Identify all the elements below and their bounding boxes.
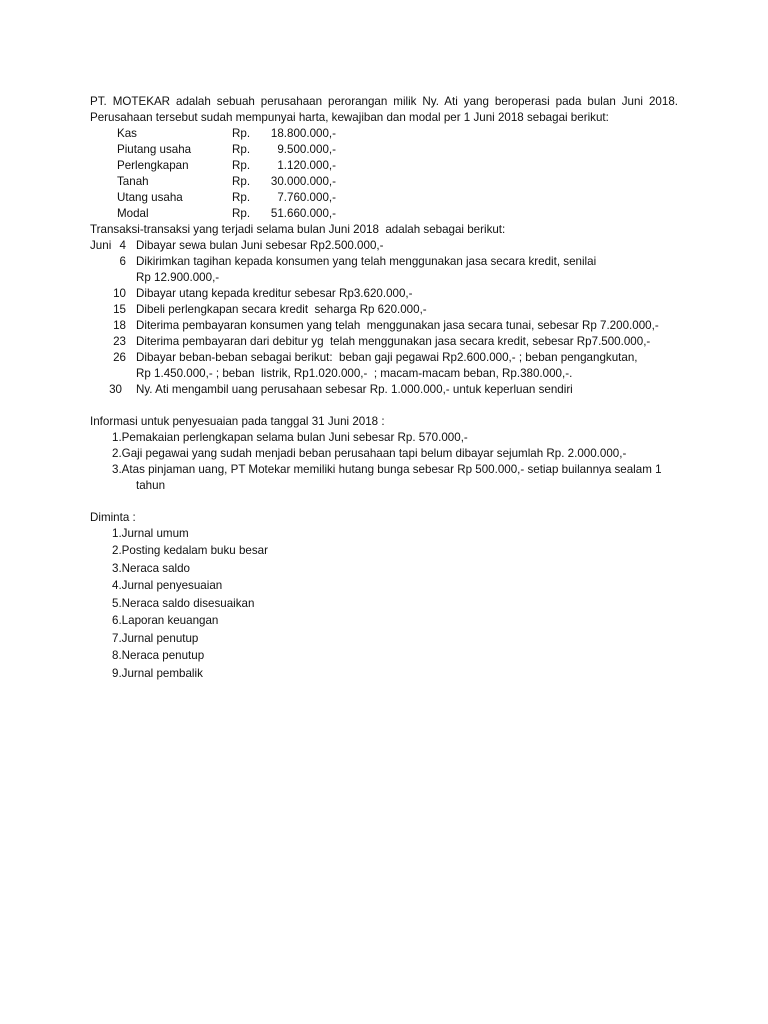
transaction-day: 26 [113, 351, 126, 364]
requested-item [112, 543, 268, 559]
requested-item [112, 526, 189, 542]
item-number: 1. [112, 527, 122, 540]
balance-name: Utang usaha [117, 191, 183, 204]
transaction-text: Dibayar sewa bulan Juni sebesar Rp2.500.000,- [136, 239, 384, 252]
balance-name: Modal [117, 207, 149, 220]
transaction-text-cont: Rp 1.450.000,- ; beban listrik, Rp1.020.000,- ; macam-macam beban, Rp.380.000,-. [136, 367, 573, 380]
item-text: Neraca saldo disesuaikan [121, 597, 255, 610]
balance-name: Piutang usaha [117, 143, 192, 156]
month-label: Juni [90, 239, 112, 252]
requested-item [112, 648, 204, 664]
item-text: Jurnal umum [121, 527, 189, 540]
adjustment-item [112, 430, 468, 446]
transaction-text: Ny. Ati mengambil uang perusahaan sebesar Rp. 1.000.000,- untuk keperluan sendiri [136, 383, 573, 396]
item-text: Atas pinjaman uang, PT Motekar memiliki hutang bunga sebesar Rp 500.000,- setiap builannya sealam 1 [121, 463, 662, 476]
transaction-text: Diterima pembayaran konsumen yang telah menggunakan jasa secara tunai, sebesar Rp 7.200.000,- [136, 319, 659, 332]
transaction-text: Dibeli perlengkapan secara kredit seharga Rp 620.000,- [136, 303, 427, 316]
balance-name: Tanah [117, 175, 149, 188]
balance-amount: 9.500.000,- [277, 143, 336, 156]
transaction-text-cont: Rp 12.900.000,- [136, 271, 220, 284]
requested-item [112, 631, 198, 647]
item-text: Posting kedalam buku besar [121, 544, 268, 557]
requested-item [112, 596, 254, 612]
item-number: 3. [112, 463, 122, 476]
transaction-day: 10 [113, 287, 126, 300]
item-text: Jurnal penyesuaian [121, 579, 223, 592]
transaction-text: Dibayar beban-beban sebagai berikut: beban gaji pegawai Rp2.600.000,- ; beban pengangkutan, [136, 351, 638, 364]
intro-line-2: Perusahaan tersebut sudah mempunyai harta, kewajiban dan modal per 1 Juni 2018 sebagai berikut: [90, 111, 609, 124]
item-number: 4. [112, 579, 122, 592]
requested-heading: Diminta : [90, 511, 136, 524]
item-number: 9. [112, 667, 122, 680]
balance-currency: Rp. [232, 191, 251, 204]
balance-amount: 30.000.000,- [270, 175, 336, 188]
requested-item [112, 666, 203, 682]
transaction-day: 6 [119, 255, 126, 268]
item-number: 1. [112, 431, 122, 444]
item-number: 2. [112, 544, 122, 557]
item-text: Neraca saldo [121, 562, 190, 575]
item-text: Neraca penutup [121, 649, 205, 662]
balance-currency: Rp. [232, 207, 251, 220]
balance-currency: Rp. [232, 143, 251, 156]
transaction-day: 15 [113, 303, 126, 316]
item-text: Gaji pegawai yang sudah menjadi beban perusahaan tapi belum dibayar sejumlah Rp. 2.000.000,- [121, 447, 627, 460]
transaction-day: 23 [113, 335, 126, 348]
item-number: 3. [112, 562, 122, 575]
transactions-heading: Transaksi-transaksi yang terjadi selama bulan Juni 2018 adalah sebagai berikut: [90, 223, 506, 236]
item-text: Pemakaian perlengkapan selama bulan Juni sebesar Rp. 570.000,- [121, 431, 468, 444]
item-number: 8. [112, 649, 122, 662]
item-text: Jurnal pembalik [121, 667, 203, 680]
item-text: Laporan keuangan [121, 614, 219, 627]
intro-line-1: PT. MOTEKAR adalah sebuah perusahaan perorangan milik Ny. Ati yang beroperasi pada bulan Juni 2018. [90, 95, 678, 108]
adjustments-heading: Informasi untuk penyesuaian pada tanggal 31 Juni 2018 : [90, 415, 385, 428]
balance-name: Perlengkapan [117, 159, 189, 172]
item-number: 5. [112, 597, 122, 610]
adjustment-item [112, 446, 626, 462]
item-text: Jurnal penutup [121, 632, 199, 645]
balance-amount: 18.800.000,- [270, 127, 336, 140]
adjustment-item [112, 462, 662, 478]
requested-item [112, 613, 218, 629]
transaction-day: 4 [119, 239, 126, 252]
balance-amount: 51.660.000,- [270, 207, 336, 220]
transaction-day: 18 [113, 319, 126, 332]
balance-currency: Rp. [232, 175, 251, 188]
balance-currency: Rp. [232, 159, 251, 172]
balance-name: Kas [117, 127, 137, 140]
adjustment-item-cont: tahun [136, 479, 166, 492]
balance-currency: Rp. [232, 127, 251, 140]
requested-item [112, 578, 222, 594]
item-number: 6. [112, 614, 122, 627]
item-number: 7. [112, 632, 122, 645]
balance-amount: 7.760.000,- [277, 191, 336, 204]
transaction-text: Diterima pembayaran dari debitur yg telah menggunakan jasa secara kredit, sebesar Rp7.500.000,- [136, 335, 651, 348]
balance-amount: 1.120.000,- [277, 159, 336, 172]
item-number: 2. [112, 447, 122, 460]
requested-item [112, 561, 190, 577]
transaction-day: 30 [109, 383, 122, 396]
transaction-text: Dikirimkan tagihan kepada konsumen yang telah menggunakan jasa secara kredit, senilai [136, 255, 597, 268]
transaction-text: Dibayar utang kepada kreditur sebesar Rp3.620.000,- [136, 287, 413, 300]
